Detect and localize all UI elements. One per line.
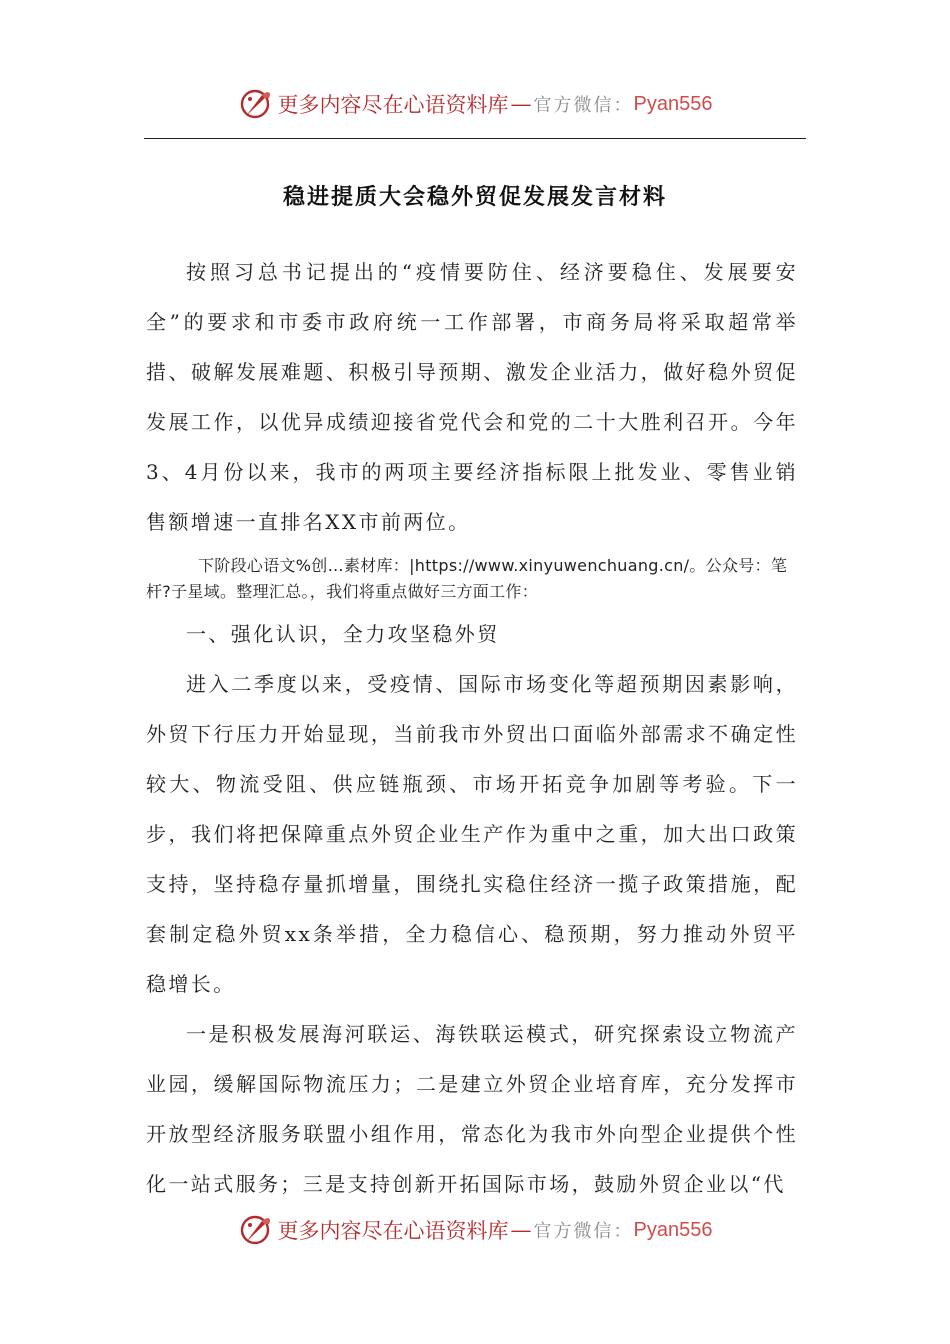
paragraph-intro: 按照习总书记提出的“疫情要防住、经济要稳住、发展要安全”的要求和市委市政府统一工作部署，市商务局将采取超常举措、破解发展难题、积极引导预期、激发企业活力，做好稳外贸促发展工作，以优异成绩迎接省党代会和党的二十大胜利召开。今年3、4月份以来，我市的两项主要经济指标限上批发业、零售业销售额增速一直排名XX市前两位。 (146, 260, 798, 534)
paragraph-section-1: 进入二季度以来，受疫情、国际市场变化等超预期因素影响，外贸下行压力开始显现，当前我市外贸出口面临外部需求不确定性较大、物流受阻、供应链瓶颈、市场开拓竞争加剧等考验。下一步，我们将把保障重点外贸企业生产作为重中之重，加大出口政策支持，坚持稳存量抓增量，围绕扎实稳住经济一揽子政策措施，配套制定稳外贸xx条举措，全力稳信心、稳预期，努力推动外贸平稳增长。 (146, 672, 798, 996)
document-title: 稳进提质大会稳外贸促发展发言材料 (282, 185, 667, 210)
quill-logo-icon (238, 86, 274, 122)
footer-wechat-id: Pyan556 (633, 1218, 713, 1241)
footer-dash: — (510, 1218, 532, 1242)
footer-banner (0, 1210, 950, 1250)
footer-official-label: 官方微信： (533, 1221, 634, 1242)
header-banner (0, 84, 950, 124)
document-body (146, 247, 798, 1209)
quill-logo-icon (238, 1212, 274, 1248)
banner-slogan: 更多内容尽在心语资料库 (277, 93, 509, 117)
header-divider (144, 138, 806, 139)
section-heading-1: 一、强化认识，全力攻坚稳外贸 (186, 622, 500, 646)
banner-official-label: 官方微信： (533, 95, 634, 116)
banner-dash: — (510, 92, 532, 116)
footer-slogan: 更多内容尽在心语资料库 (277, 1219, 509, 1243)
paragraph-note: 下阶段心语文%创…素材库：|https://www.xinyuwenchuang.cn/。公众号：笔杆?子星域。整理汇总。，我们将重点做好三方面工作： (146, 556, 788, 601)
banner-wechat-id: Pyan556 (633, 92, 713, 115)
paragraph-measures: 一是积极发展海河联运、海铁联运模式，研究探索设立物流产业园，缓解国际物流压力；二是建立外贸企业培育库，充分发挥市开放型经济服务联盟小组作用，常态化为我市外向型企业提供个性化一站式服务；三是支持创新开拓国际市场，鼓励外贸企业以“代 (146, 1022, 798, 1196)
